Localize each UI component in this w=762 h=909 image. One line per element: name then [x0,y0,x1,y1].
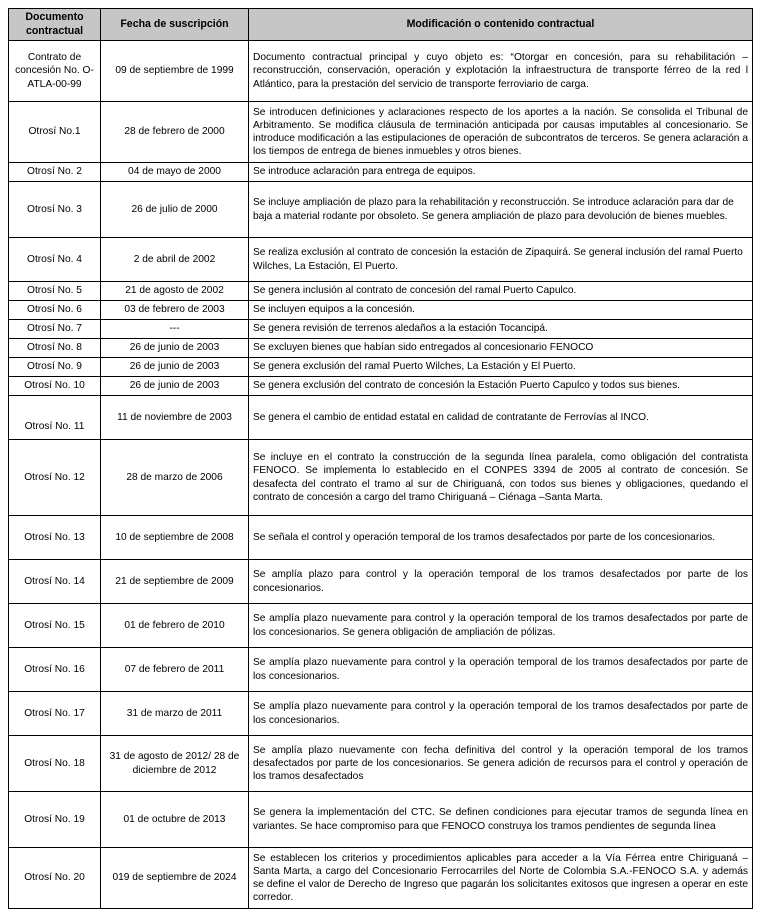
table-header [9,9,753,41]
cell-description: Documento contractual principal y cuyo objeto es: “Otorgar en concesión, para su rehabilitación – reconstrucción, conservación, operación y explotación la infraestructura de transporte férreo de la red l Atlántico, para la prestación del servicio de transporte ferroviario de carga. [249,41,753,102]
cell-document: Otrosí No. 14 [9,560,101,604]
table-row [9,396,753,440]
cell-description: Se genera exclusión del ramal Puerto Wilches, La Estación y El Puerto. [249,358,753,377]
column-header-document: Documento contractual [9,9,101,41]
table-row [9,358,753,377]
table-row [9,848,753,909]
table-row [9,516,753,560]
table-row [9,182,753,238]
cell-date: 03 de febrero de 2003 [101,301,249,320]
table-row [9,339,753,358]
cell-date: 2 de abril de 2002 [101,238,249,282]
cell-document: Otrosí No. 4 [9,238,101,282]
table-row [9,692,753,736]
table-row [9,163,753,182]
table-row [9,282,753,301]
cell-document: Otrosí No. 10 [9,377,101,396]
table-row [9,736,753,792]
cell-date: 21 de septiembre de 2009 [101,560,249,604]
cell-document: Otrosí No. 8 [9,339,101,358]
cell-date: 07 de febrero de 2011 [101,648,249,692]
cell-date: 28 de febrero de 2000 [101,102,249,163]
table-row [9,320,753,339]
cell-description: Se introduce aclaración para entrega de equipos. [249,163,753,182]
table-body [9,41,753,909]
cell-description: Se amplía plazo nuevamente con fecha definitiva del control y la operación temporal de los tramos desafectados por parte de los concesionarios. Se genera adición de recursos para el control y operación de los tramos desafectados [249,736,753,792]
cell-document: Otrosí No.1 [9,102,101,163]
cell-description: Se establecen los criterios y procedimientos aplicables para acceder a la Vía Férrea entre Chiriguaná – Santa Marta, a cargo del Concesionario Ferrocarriles del Norte de Colombia S.A.-FENOCO S.A. y además se define el valor de Derecho de Ingreso que pagarán los solicitantes exitosos que ingresen a operar en este corredor. [249,848,753,909]
cell-date: 26 de junio de 2003 [101,358,249,377]
cell-description: Se excluyen bienes que habían sido entregados al concesionario FENOCO [249,339,753,358]
cell-description: Se realiza exclusión al contrato de concesión la estación de Zipaquirá. Se general inclusión del ramal Puerto Wilches, La Estación, El Puerto. [249,238,753,282]
cell-date: 01 de febrero de 2010 [101,604,249,648]
cell-date: 10 de septiembre de 2008 [101,516,249,560]
cell-date: 31 de agosto de 2012/ 28 de diciembre de 2012 [101,736,249,792]
cell-date: 21 de agosto de 2002 [101,282,249,301]
cell-description: Se amplía plazo nuevamente para control y la operación temporal de los tramos desafectados por parte de los concesionarios. [249,692,753,736]
cell-description: Se genera el cambio de entidad estatal en calidad de contratante de Ferrovías al INCO. [249,396,753,440]
cell-document: Otrosí No. 11 [9,396,101,440]
cell-date: 28 de marzo de 2006 [101,440,249,516]
table-row [9,648,753,692]
cell-document: Otrosí No. 5 [9,282,101,301]
cell-date: 26 de julio de 2000 [101,182,249,238]
table-row [9,301,753,320]
table-row [9,604,753,648]
cell-description: Se genera la implementación del CTC. Se definen condiciones para ejecutar tramos de segunda línea en variantes. Se hace compromiso para que FENOCO construya los tramos pendientes de segunda línea [249,792,753,848]
contract-modifications-table [8,8,753,909]
table-row [9,102,753,163]
cell-document: Otrosí No. 2 [9,163,101,182]
cell-date: 01 de octubre de 2013 [101,792,249,848]
cell-description: Se amplía plazo nuevamente para control y la operación temporal de los tramos desafectados por parte de los concesionarios. Se genera obligación de ampliación de pólizas. [249,604,753,648]
cell-date: 019 de septiembre de 2024 [101,848,249,909]
cell-description: Se amplía plazo para control y la operación temporal de los tramos desafectados por parte de los concesionarios. [249,560,753,604]
cell-description: Se amplía plazo nuevamente para control y la operación temporal de los tramos desafectados por parte de los concesionarios. [249,648,753,692]
cell-description: Se señala el control y operación temporal de los tramos desafectados por parte de los concesionarios. [249,516,753,560]
cell-document: Otrosí No. 16 [9,648,101,692]
column-header-description: Modificación o contenido contractual [249,9,753,41]
cell-description: Se incluyen equipos a la concesión. [249,301,753,320]
cell-document: Otrosí No. 7 [9,320,101,339]
cell-description: Se genera exclusión del contrato de concesión la Estación Puerto Capulco y todos sus bienes. [249,377,753,396]
cell-description: Se introducen definiciones y aclaraciones respecto de los aportes a la nación. Se consolida el Tribunal de Arbitramento. Se modifica cláusula de terminación anticipada por causas imputables al concesionario. Se introduce modificación a las estipulaciones de operación de subcontratos de terceros. Se genera aclaración a los tiempos de entrega de bienes inmuebles y otros bienes. [249,102,753,163]
table-row [9,560,753,604]
cell-date: 26 de junio de 2003 [101,377,249,396]
cell-date: --- [101,320,249,339]
cell-date: 09 de septiembre de 1999 [101,41,249,102]
table-header-row [9,9,753,41]
cell-description: Se genera inclusión al contrato de concesión del ramal Puerto Capulco. [249,282,753,301]
cell-document: Otrosí No. 12 [9,440,101,516]
cell-document: Otrosí No. 6 [9,301,101,320]
cell-document: Otrosí No. 15 [9,604,101,648]
cell-document: Otrosí No. 13 [9,516,101,560]
cell-date: 31 de marzo de 2011 [101,692,249,736]
table-row [9,238,753,282]
cell-date: 26 de junio de 2003 [101,339,249,358]
cell-document: Otrosí No. 19 [9,792,101,848]
column-header-date: Fecha de suscripción [101,9,249,41]
cell-date: 04 de mayo de 2000 [101,163,249,182]
cell-document: Otrosí No. 20 [9,848,101,909]
table-row [9,377,753,396]
cell-description: Se incluye en el contrato la construcción de la segunda línea paralela, como obligación del contratista FENOCO. Se implementa lo establecido en el CONPES 3394 de 2005 al contrato de concesión. Se desafecta del contrato el tramo al sur de Chiriguaná, con todos sus bienes y obligaciones, quedando el contrato de concesión a cargo del tramo Chiriguaná – Ciénaga –Santa Marta. [249,440,753,516]
cell-document: Contrato de concesión No. O-ATLA-00-99 [9,41,101,102]
table-row [9,440,753,516]
cell-date: 11 de noviembre de 2003 [101,396,249,440]
table-row [9,792,753,848]
cell-document: Otrosí No. 3 [9,182,101,238]
cell-description: Se incluye ampliación de plazo para la rehabilitación y reconstrucción. Se introduce aclaración para dar de baja a material rodante por obsoleto. Se genera ampliación de plazo para devolución de bienes muebles. [249,182,753,238]
table-row [9,41,753,102]
cell-document: Otrosí No. 18 [9,736,101,792]
cell-document: Otrosí No. 17 [9,692,101,736]
cell-document: Otrosí No. 9 [9,358,101,377]
cell-description: Se genera revisión de terrenos aledaños a la estación Tocancipá. [249,320,753,339]
